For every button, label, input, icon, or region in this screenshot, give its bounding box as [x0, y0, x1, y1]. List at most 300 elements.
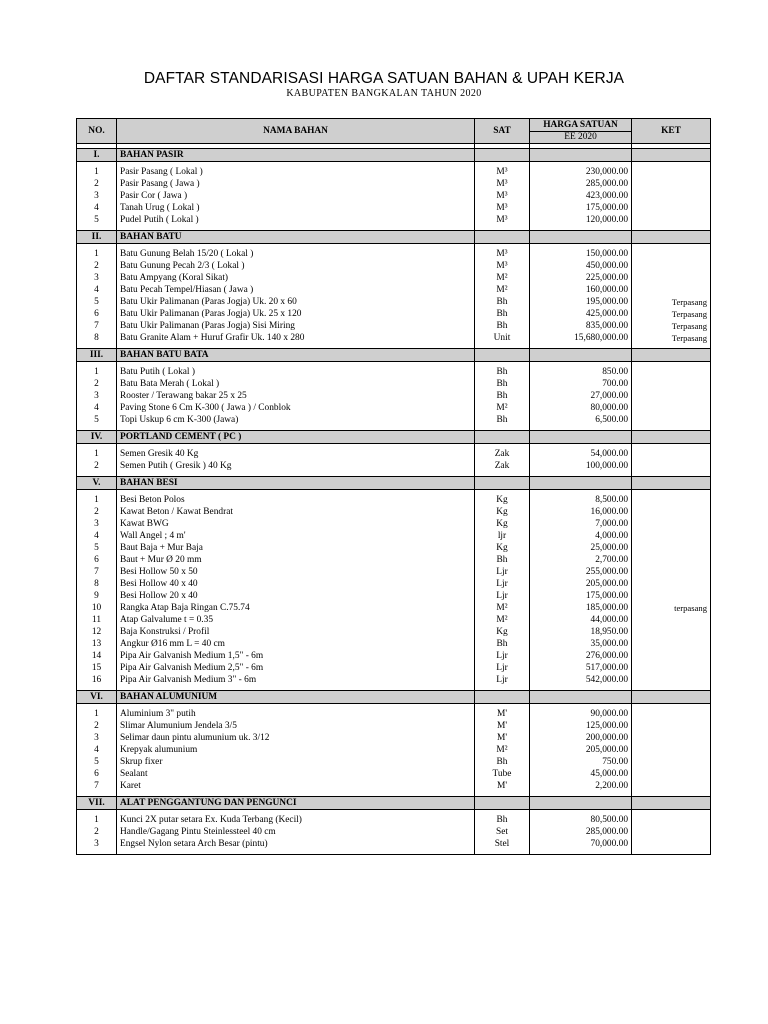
remark [632, 590, 711, 602]
table-row [77, 308, 711, 320]
table-row [77, 506, 711, 518]
unit: M² [475, 402, 530, 414]
row-number: 2 [77, 826, 117, 838]
unit: M' [475, 732, 530, 744]
header-sat: SAT [475, 119, 530, 144]
unit: Bh [475, 414, 530, 426]
table-row [77, 708, 711, 720]
row-number: 5 [77, 214, 117, 226]
section-header-row [77, 349, 711, 362]
row-number: 7 [77, 320, 117, 332]
row-number: 1 [77, 366, 117, 378]
table-row [77, 390, 711, 402]
material-name: Paving Stone 6 Cm K-300 ( Jawa ) / Conblok [117, 402, 475, 414]
header-ket: KET [632, 119, 711, 144]
section-number: II. [77, 231, 117, 244]
material-name: Pasir Pasang ( Jawa ) [117, 178, 475, 190]
table-row [77, 414, 711, 426]
remark [632, 826, 711, 838]
section-header-row [77, 149, 711, 162]
material-name: Batu Granite Alam + Huruf Grafir Uk. 140 x 280 [117, 332, 475, 344]
table-row [77, 460, 711, 472]
unit: M³ [475, 260, 530, 272]
section-ket-cell [632, 149, 711, 162]
unit-price: 2,700.00 [530, 554, 632, 566]
unit: Set [475, 826, 530, 838]
material-name: Rooster / Terawang bakar 25 x 25 [117, 390, 475, 402]
document-subtitle: KABUPATEN BANGKALAN TAHUN 2020 [286, 88, 482, 99]
row-number: 3 [77, 518, 117, 530]
unit: Ljr [475, 566, 530, 578]
unit: Kg [475, 542, 530, 554]
material-name: Slimar Alumunium Jendela 3/5 [117, 720, 475, 732]
material-name: Pipa Air Galvanish Medium 2,5" - 6m [117, 662, 475, 674]
section-harga-cell [530, 149, 632, 162]
unit-price: 175,000.00 [530, 590, 632, 602]
material-name: Batu Ukir Palimanan (Paras Jogja) Uk. 20 x 60 [117, 296, 475, 308]
section-title: BAHAN BESI [117, 477, 475, 490]
unit-price: 150,000.00 [530, 248, 632, 260]
header-nama-bahan: NAMA BAHAN [117, 119, 475, 144]
unit: Kg [475, 626, 530, 638]
section-sat-cell [475, 691, 530, 704]
unit-price: 54,000.00 [530, 448, 632, 460]
section-harga-cell [530, 477, 632, 490]
row-number: 13 [77, 638, 117, 650]
table-row [77, 378, 711, 390]
row-number: 1 [77, 494, 117, 506]
table-row [77, 494, 711, 506]
section-sat-cell [475, 477, 530, 490]
section-header-row [77, 231, 711, 244]
material-name: Kunci 2X putar setara Ex. Kuda Terbang (Kecil) [117, 814, 475, 826]
unit-price: 205,000.00 [530, 578, 632, 590]
material-name: Batu Putih ( Lokal ) [117, 366, 475, 378]
table-header [77, 119, 711, 144]
unit-price: 175,000.00 [530, 202, 632, 214]
section-harga-cell [530, 231, 632, 244]
table-row [77, 214, 711, 226]
unit: M' [475, 708, 530, 720]
header-harga-year: EE 2020 [530, 132, 632, 144]
unit-price: 44,000.00 [530, 614, 632, 626]
unit: Ljr [475, 662, 530, 674]
remark [632, 272, 711, 284]
row-number: 1 [77, 708, 117, 720]
unit: M² [475, 614, 530, 626]
unit: M³ [475, 202, 530, 214]
unit: M³ [475, 248, 530, 260]
section-number: I. [77, 149, 117, 162]
table-row [77, 566, 711, 578]
remark: Terpasang [632, 332, 711, 344]
row-number: 3 [77, 838, 117, 850]
unit: M' [475, 780, 530, 792]
unit: Bh [475, 390, 530, 402]
remark: terpasang [632, 602, 711, 614]
section-ket-cell [632, 691, 711, 704]
row-number: 2 [77, 260, 117, 272]
remark [632, 260, 711, 272]
table-row [77, 320, 711, 332]
remark [632, 638, 711, 650]
unit-price: 80,500.00 [530, 814, 632, 826]
table-row [77, 744, 711, 756]
unit-price: 16,000.00 [530, 506, 632, 518]
remark [632, 178, 711, 190]
material-name: Batu Pecah Tempel/Hiasan ( Jawa ) [117, 284, 475, 296]
section-harga-cell [530, 691, 632, 704]
section-harga-cell [530, 431, 632, 444]
remark [632, 494, 711, 506]
section-title: BAHAN BATU BATA [117, 349, 475, 362]
table-row [77, 272, 711, 284]
row-number: 15 [77, 662, 117, 674]
row-number: 7 [77, 566, 117, 578]
unit-price: 835,000.00 [530, 320, 632, 332]
unit: M² [475, 284, 530, 296]
material-name: Baja Konstruksi / Profil [117, 626, 475, 638]
unit-price: 285,000.00 [530, 826, 632, 838]
section-number: VII. [77, 797, 117, 810]
row-number: 4 [77, 530, 117, 542]
material-name: Pipa Air Galvanish Medium 1,5" - 6m [117, 650, 475, 662]
table-row [77, 590, 711, 602]
remark [632, 460, 711, 472]
unit: Kg [475, 494, 530, 506]
spacer-row [77, 850, 711, 855]
table-row [77, 402, 711, 414]
table-row [77, 518, 711, 530]
remark [632, 662, 711, 674]
table-row [77, 248, 711, 260]
remark [632, 744, 711, 756]
material-name: Selimar daun pintu alumunium uk. 3/12 [117, 732, 475, 744]
unit: Bh [475, 554, 530, 566]
row-number: 1 [77, 814, 117, 826]
remark [632, 202, 711, 214]
remark [632, 378, 711, 390]
material-name: Batu Ukir Palimanan (Paras Jogja) Sisi Miring [117, 320, 475, 332]
remark [632, 578, 711, 590]
unit-price: 120,000.00 [530, 214, 632, 226]
unit: Ljr [475, 674, 530, 686]
unit: Kg [475, 506, 530, 518]
unit-price: 230,000.00 [530, 166, 632, 178]
unit-price: 195,000.00 [530, 296, 632, 308]
section-sat-cell [475, 349, 530, 362]
section-sat-cell [475, 231, 530, 244]
section-sat-cell [475, 797, 530, 810]
unit-price: 517,000.00 [530, 662, 632, 674]
table-row [77, 626, 711, 638]
remark [632, 248, 711, 260]
unit: M³ [475, 166, 530, 178]
remark [632, 814, 711, 826]
material-name: Besi Beton Polos [117, 494, 475, 506]
material-name: Besi Hollow 20 x 40 [117, 590, 475, 602]
unit-price: 423,000.00 [530, 190, 632, 202]
material-name: Semen Putih ( Gresik ) 40 Kg [117, 460, 475, 472]
unit-price: 200,000.00 [530, 732, 632, 744]
row-number: 5 [77, 296, 117, 308]
table-body [77, 144, 711, 855]
unit-price: 125,000.00 [530, 720, 632, 732]
row-number: 1 [77, 248, 117, 260]
unit: Bh [475, 378, 530, 390]
row-number: 10 [77, 602, 117, 614]
row-number: 2 [77, 378, 117, 390]
unit: Bh [475, 366, 530, 378]
unit: Ljr [475, 578, 530, 590]
unit-price: 45,000.00 [530, 768, 632, 780]
unit-price: 35,000.00 [530, 638, 632, 650]
unit: M³ [475, 190, 530, 202]
table-row [77, 650, 711, 662]
remark [632, 390, 711, 402]
section-ket-cell [632, 477, 711, 490]
unit-price: 6,500.00 [530, 414, 632, 426]
remark: Terpasang [632, 308, 711, 320]
table-row [77, 768, 711, 780]
table-row [77, 332, 711, 344]
table-row [77, 780, 711, 792]
remark [632, 414, 711, 426]
remark [632, 402, 711, 414]
section-harga-cell [530, 349, 632, 362]
material-name: Pasir Pasang ( Lokal ) [117, 166, 475, 178]
table-row [77, 578, 711, 590]
unit-price: 542,000.00 [530, 674, 632, 686]
row-number: 8 [77, 332, 117, 344]
material-name: Besi Hollow 40 x 40 [117, 578, 475, 590]
section-title: PORTLAND CEMENT ( PC ) [117, 431, 475, 444]
row-number: 2 [77, 720, 117, 732]
unit-price: 90,000.00 [530, 708, 632, 720]
unit: Zak [475, 460, 530, 472]
row-number: 6 [77, 768, 117, 780]
remark [632, 838, 711, 850]
section-ket-cell [632, 349, 711, 362]
material-name: Semen Gresik 40 Kg [117, 448, 475, 460]
section-number: V. [77, 477, 117, 490]
table-row [77, 662, 711, 674]
unit: M' [475, 720, 530, 732]
row-number: 5 [77, 414, 117, 426]
table-row [77, 554, 711, 566]
unit: ljr [475, 530, 530, 542]
material-name: Batu Ampyang (Koral Sikat) [117, 272, 475, 284]
unit-price: 25,000.00 [530, 542, 632, 554]
unit-price: 255,000.00 [530, 566, 632, 578]
unit-price: 100,000.00 [530, 460, 632, 472]
remark [632, 530, 711, 542]
remark [632, 708, 711, 720]
section-title: BAHAN BATU [117, 231, 475, 244]
table-row [77, 756, 711, 768]
remark [632, 506, 711, 518]
remark [632, 166, 711, 178]
unit-price: 450,000.00 [530, 260, 632, 272]
material-name: Batu Gunung Belah 15/20 ( Lokal ) [117, 248, 475, 260]
unit-price: 285,000.00 [530, 178, 632, 190]
row-number: 1 [77, 448, 117, 460]
row-number: 4 [77, 202, 117, 214]
remark [632, 674, 711, 686]
table-row [77, 542, 711, 554]
material-name: Batu Gunung Pecah 2/3 ( Lokal ) [117, 260, 475, 272]
unit-price: 80,000.00 [530, 402, 632, 414]
table-row [77, 166, 711, 178]
remark [632, 650, 711, 662]
remark [632, 554, 711, 566]
row-number: 2 [77, 178, 117, 190]
unit: Bh [475, 296, 530, 308]
unit-price: 18,950.00 [530, 626, 632, 638]
row-number: 9 [77, 590, 117, 602]
remark [632, 768, 711, 780]
row-number: 2 [77, 506, 117, 518]
price-table [76, 118, 711, 855]
table-row [77, 296, 711, 308]
unit-price: 160,000.00 [530, 284, 632, 296]
material-name: Besi Hollow 50 x 50 [117, 566, 475, 578]
row-number: 3 [77, 272, 117, 284]
table-row [77, 638, 711, 650]
row-number: 16 [77, 674, 117, 686]
remark [632, 366, 711, 378]
header-harga-satuan: HARGA SATUAN [530, 119, 632, 132]
material-name: Pudel Putih ( Lokal ) [117, 214, 475, 226]
unit: M² [475, 602, 530, 614]
table-row [77, 674, 711, 686]
unit: Zak [475, 448, 530, 460]
material-name: Pasir Cor ( Jawa ) [117, 190, 475, 202]
section-title: ALAT PENGGANTUNG DAN PENGUNCI [117, 797, 475, 810]
row-number: 3 [77, 732, 117, 744]
row-number: 6 [77, 308, 117, 320]
section-sat-cell [475, 149, 530, 162]
section-title: BAHAN ALUMUNIUM [117, 691, 475, 704]
material-name: Angkur Ø16 mm L = 40 cm [117, 638, 475, 650]
unit: Bh [475, 638, 530, 650]
unit-price: 750.00 [530, 756, 632, 768]
section-header-row [77, 797, 711, 810]
material-name: Wall Angel ; 4 m' [117, 530, 475, 542]
unit: Ljr [475, 590, 530, 602]
material-name: Kawat BWG [117, 518, 475, 530]
section-number: III. [77, 349, 117, 362]
unit-price: 27,000.00 [530, 390, 632, 402]
unit: Unit [475, 332, 530, 344]
remark [632, 518, 711, 530]
section-header-row [77, 431, 711, 444]
material-name: Engsel Nylon setara Arch Besar (pintu) [117, 838, 475, 850]
unit: M³ [475, 214, 530, 226]
unit-price: 850.00 [530, 366, 632, 378]
unit-price: 185,000.00 [530, 602, 632, 614]
table-row [77, 602, 711, 614]
material-name: Rangka Atap Baja Ringan C.75.74 [117, 602, 475, 614]
unit: M² [475, 744, 530, 756]
row-number: 6 [77, 554, 117, 566]
table-row [77, 530, 711, 542]
row-number: 12 [77, 626, 117, 638]
remark [632, 542, 711, 554]
remark [632, 566, 711, 578]
unit: Bh [475, 308, 530, 320]
unit-price: 2,200.00 [530, 780, 632, 792]
table-row [77, 814, 711, 826]
table-row [77, 448, 711, 460]
material-name: Sealant [117, 768, 475, 780]
remark [632, 284, 711, 296]
material-name: Aluminium 3" putih [117, 708, 475, 720]
section-number: IV. [77, 431, 117, 444]
table-row [77, 826, 711, 838]
remark [632, 214, 711, 226]
section-title: BAHAN PASIR [117, 149, 475, 162]
row-number: 1 [77, 166, 117, 178]
unit: Ljr [475, 650, 530, 662]
document-title: DAFTAR STANDARISASI HARGA SATUAN BAHAN & UPAH KERJA [143, 70, 625, 87]
remark [632, 780, 711, 792]
section-ket-cell [632, 431, 711, 444]
table-row [77, 202, 711, 214]
remark: Terpasang [632, 320, 711, 332]
unit-price: 4,000.00 [530, 530, 632, 542]
remark [632, 732, 711, 744]
table-row [77, 838, 711, 850]
section-harga-cell [530, 797, 632, 810]
unit-price: 425,000.00 [530, 308, 632, 320]
material-name: Tanah Urug ( Lokal ) [117, 202, 475, 214]
unit: Tube [475, 768, 530, 780]
row-number: 4 [77, 284, 117, 296]
remark [632, 626, 711, 638]
row-number: 7 [77, 780, 117, 792]
material-name: Skrup fixer [117, 756, 475, 768]
material-name: Batu Bata Merah ( Lokal ) [117, 378, 475, 390]
table-row [77, 614, 711, 626]
unit-price: 7,000.00 [530, 518, 632, 530]
section-ket-cell [632, 797, 711, 810]
material-name: Handle/Gagang Pintu Steinlessteel 40 cm [117, 826, 475, 838]
material-name: Baut Baja + Mur Baja [117, 542, 475, 554]
material-name: Batu Ukir Palimanan (Paras Jogja) Uk. 25 x 120 [117, 308, 475, 320]
material-name: Karet [117, 780, 475, 792]
unit-price: 70,000.00 [530, 838, 632, 850]
remark [632, 614, 711, 626]
unit: M³ [475, 178, 530, 190]
row-number: 3 [77, 190, 117, 202]
unit-price: 276,000.00 [530, 650, 632, 662]
material-name: Kawat Beton / Kawat Bendrat [117, 506, 475, 518]
remark [632, 720, 711, 732]
section-ket-cell [632, 231, 711, 244]
material-name: Topi Uskup 6 cm K-300 (Jawa) [117, 414, 475, 426]
row-number: 4 [77, 744, 117, 756]
unit-price: 205,000.00 [530, 744, 632, 756]
unit: Kg [475, 518, 530, 530]
remark [632, 756, 711, 768]
section-number: VI. [77, 691, 117, 704]
header-no: NO. [77, 119, 117, 144]
row-number: 14 [77, 650, 117, 662]
section-sat-cell [475, 431, 530, 444]
section-header-row [77, 477, 711, 490]
remark: Terpasang [632, 296, 711, 308]
